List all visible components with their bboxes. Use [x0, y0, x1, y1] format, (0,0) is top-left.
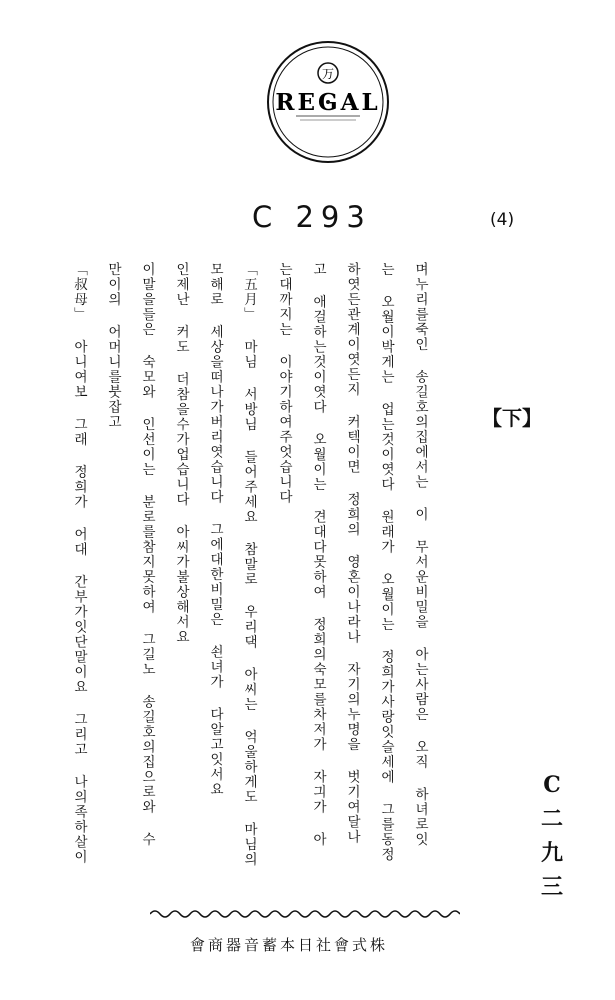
- record-label-emblem: [266, 40, 390, 164]
- script-column: 는대까지는 이야기하여주엇습니다: [276, 262, 292, 505]
- script-column: 고 애걸하는것이엿다 오월이는 견대다못하여 정희의숙모를차저가 자긔가 아: [310, 262, 326, 847]
- script-column: 는 오월이박게는 업는것이엿다 원래가 오월이는 정희가사랑잇슬세에 그를동정: [378, 262, 394, 862]
- script-column: 「五月」 마님 서방님 들어주세요 참말로 우리댁 아씨는 억울하게도 마님의: [241, 262, 257, 867]
- part-marker: 【下】: [482, 406, 542, 430]
- script-column: 며누리를죽인 송길호의집에서는 이 무서운비밀을 아는사람은 오직 하녀로잇: [412, 262, 428, 847]
- script-column: 모해로 세상을떠나가버리엿습니다 그에대한비밀은 쇤녀가 다알고잇서요: [207, 262, 223, 797]
- regal-logo: [266, 40, 390, 164]
- script-column: 「叔母」 아니여보 그래 정희가 어대 간부가잇단말이요 그리고 나의족하살이: [71, 262, 87, 865]
- script-column: 이말을들은 숙모와 인선이는 분로를참지못하여 그길노 송길호의집으로와 수: [139, 262, 155, 847]
- script-column: 만이의 어머니를붓잡고: [105, 262, 121, 430]
- script-column: 하엿든관계이엿든지 커텍이면 정희의 영혼이나라나 자기의누명을 벗기여달나: [344, 262, 360, 845]
- brand-name: REGAL: [275, 89, 381, 116]
- wavy-divider: [150, 907, 460, 921]
- emblem-glyph: 万: [321, 67, 335, 81]
- vertical-catalog-number: C 二 九 三: [540, 772, 563, 900]
- side-number: (4): [490, 210, 515, 230]
- script-column: 인제난 커도 더참을수가업습니다 아씨가불상해서요: [173, 262, 189, 645]
- catalog-number: C 293: [252, 200, 372, 234]
- company-name: 會商器音蓄本日社會式株: [190, 936, 389, 954]
